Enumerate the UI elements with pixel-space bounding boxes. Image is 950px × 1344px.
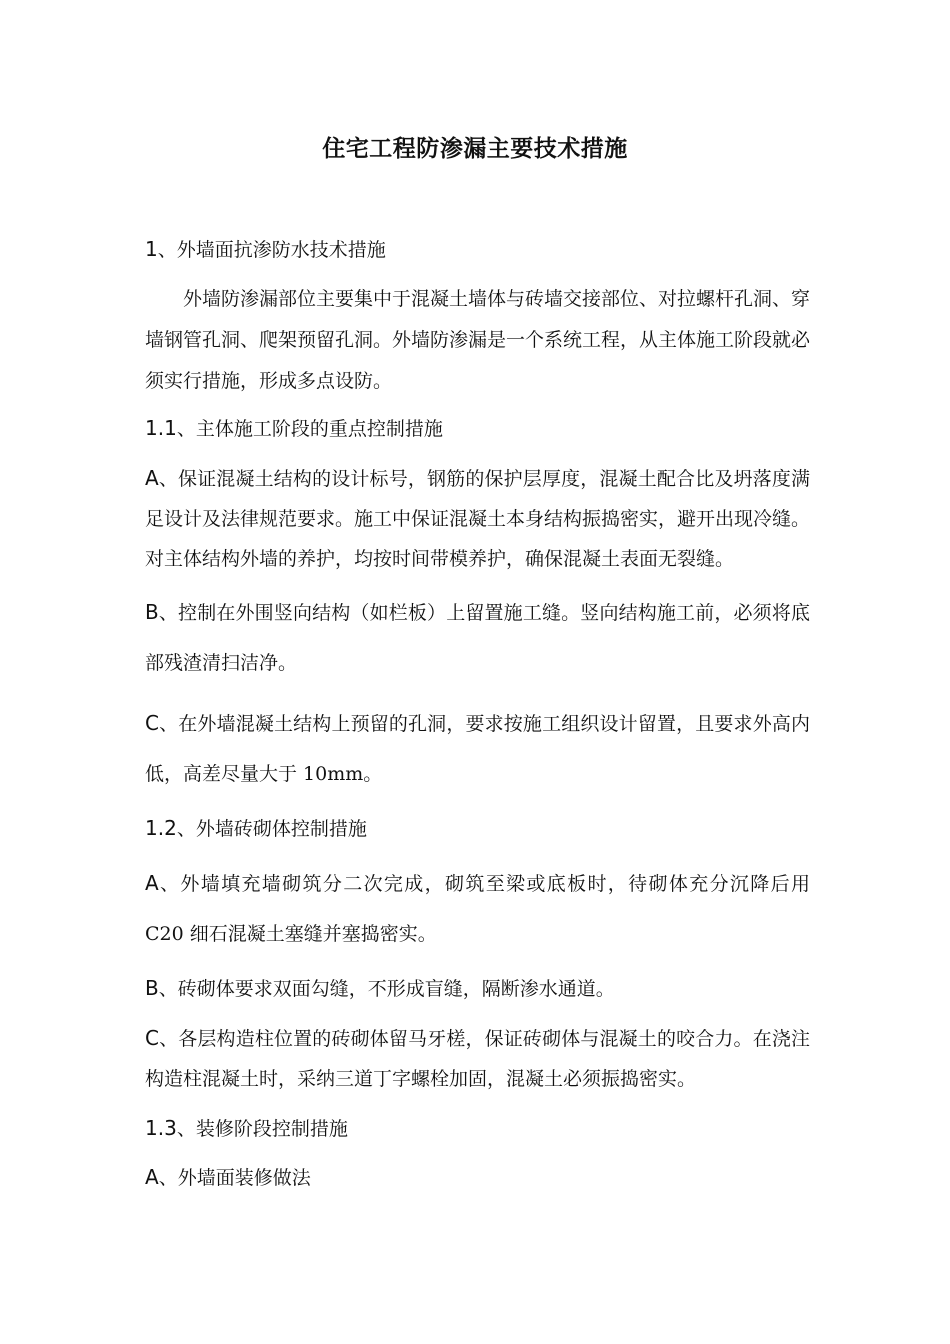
item-letter: C (145, 711, 159, 735)
item-text: 、砖砌体要求双面勾缝，不形成盲缝，隔断渗水通道。 (158, 978, 615, 1000)
list-item (145, 458, 810, 579)
section-title: 、外墙砖砌体控制措施 (176, 818, 367, 840)
item-letter: B (145, 976, 159, 1000)
list-item (145, 587, 810, 688)
subsection-heading (145, 809, 810, 848)
item-text: 、外墙面装修做法 (158, 1167, 311, 1189)
item-text: 、控制在外围竖向结构（如栏板）上留置施工缝。竖向结构施工前，必须将底部残渣清扫洁净。 (145, 602, 810, 674)
section-number: 1.2 (145, 816, 177, 840)
list-item (145, 1158, 810, 1197)
section-number: 1.3 (145, 1116, 177, 1140)
list-item (145, 698, 810, 799)
item-text: 、保证混凝土结构的设计标号，钢筋的保护层厚度，混凝土配合比及坍落度满足设计及法律规范要求。施工中保证混凝土本身结构振捣密实，避开出现冷缝。对主体结构外墙的养护，均按时间带模养护，确保混凝土表面无裂缝。 (145, 468, 811, 570)
subsection-heading (145, 409, 810, 448)
list-item (145, 1018, 810, 1099)
item-letter: B (145, 600, 159, 624)
section-number: 1.1 (145, 416, 177, 440)
item-text: 、在外墙混凝土结构上预留的孔洞，要求按施工组织设计留置，且要求外高内低，高差尽量大于 10mm。 (145, 713, 810, 785)
document-body (145, 230, 810, 1207)
section-title: 、外墙面抗渗防水技术措施 (157, 239, 386, 261)
list-item (145, 969, 810, 1008)
item-letter: A (145, 1165, 159, 1189)
body-paragraph: 外墙防渗漏部位主要集中于混凝土墙体与砖墙交接部位、对拉螺杆孔洞、穿墙钢管孔洞、爬架预留孔洞。外墙防渗漏是一个系统工程，从主体施工阶段就必须实行措施，形成多点设防。 (145, 288, 811, 392)
item-text: 、各层构造柱位置的砖砌体留马牙槎，保证砖砌体与混凝土的咬合力。在浇注构造柱混凝土时，采纳三道丁字螺栓加固，混凝土必须振捣密实。 (145, 1028, 810, 1090)
item-letter: C (145, 1026, 159, 1050)
section-number: 1 (145, 237, 158, 261)
section-title: 、装修阶段控制措施 (176, 1118, 348, 1140)
item-letter: A (145, 466, 159, 490)
section-heading (145, 230, 810, 269)
section-title: 、主体施工阶段的重点控制措施 (176, 418, 443, 440)
item-letter: A (145, 871, 159, 895)
list-item (145, 858, 810, 959)
item-text: 、外墙填充墙砌筑分二次完成，砌筑至梁或底板时，待砌体充分沉降后用 C20 细石混凝土塞缝并塞捣密实。 (145, 873, 810, 945)
subsection-heading (145, 1109, 810, 1148)
page-title: 住宅工程防渗漏主要技术措施 (322, 136, 628, 162)
